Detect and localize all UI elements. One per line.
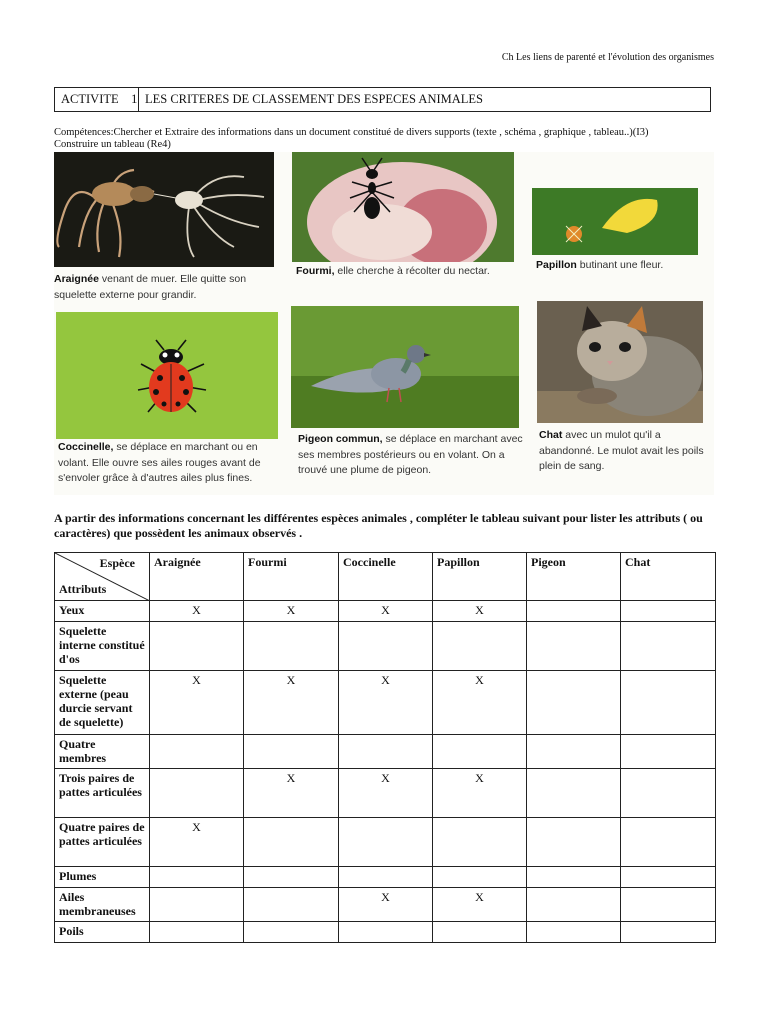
- ladybug-caption-text: se déplace en marchant ou en volant. Elle ouvre ses ailes rouges avant de s'envoler grâce à d'autres ailes plus fines.: [58, 441, 261, 484]
- table-cell[interactable]: [527, 867, 621, 888]
- table-cell[interactable]: [621, 622, 716, 671]
- spider-name: Araignée: [54, 273, 99, 285]
- table-cell[interactable]: [150, 867, 244, 888]
- activity-title: LES CRITERES DE CLASSEMENT DES ESPECES ANIMALES: [145, 92, 484, 106]
- table-row: [55, 867, 716, 888]
- table-row: [55, 769, 716, 818]
- table-cell[interactable]: X: [433, 769, 527, 818]
- row-label: Quatre membres: [55, 735, 150, 769]
- table-row: [55, 888, 716, 922]
- photo-panel: [54, 152, 714, 495]
- pigeon-name: Pigeon commun,: [298, 433, 383, 445]
- table-cell[interactable]: [621, 888, 716, 922]
- table-cell[interactable]: [621, 671, 716, 735]
- table-cell[interactable]: [244, 818, 339, 867]
- pigeon-caption: [298, 432, 528, 479]
- table-cell[interactable]: X: [433, 671, 527, 735]
- corner-attributes-label: Attributs: [59, 582, 107, 596]
- table-cell[interactable]: [244, 622, 339, 671]
- table-cell[interactable]: X: [433, 601, 527, 622]
- table-cell[interactable]: [433, 867, 527, 888]
- column-header: Chat: [621, 553, 716, 601]
- table-cell[interactable]: [621, 818, 716, 867]
- table-cell[interactable]: X: [433, 888, 527, 922]
- ladybug-name: Coccinelle,: [58, 441, 114, 453]
- column-header: Araignée: [150, 553, 244, 601]
- cat-photo: [537, 301, 703, 423]
- table-row: [55, 922, 716, 943]
- table-cell[interactable]: X: [244, 769, 339, 818]
- ladybug-caption: [58, 440, 286, 487]
- column-header: Fourmi: [244, 553, 339, 601]
- ant-name: Fourmi,: [296, 265, 335, 277]
- table-cell[interactable]: [244, 735, 339, 769]
- cat-name: Chat: [539, 429, 563, 441]
- pigeon-caption-text: se déplace en marchant avec ses membres postérieurs ou en volant. On a trouvé une plume de pigeon.: [298, 433, 523, 476]
- corner-species-label: Espèce: [99, 556, 135, 570]
- table-cell[interactable]: [244, 867, 339, 888]
- chapter-header: Ch Les liens de parenté et l'évolution des organismes: [501, 52, 714, 63]
- row-label: Quatre paires de pattes articulées: [55, 818, 150, 867]
- table-cell[interactable]: [339, 818, 433, 867]
- table-cell[interactable]: [621, 769, 716, 818]
- table-cell[interactable]: [621, 867, 716, 888]
- table-cell[interactable]: [150, 922, 244, 943]
- table-cell[interactable]: X: [339, 769, 433, 818]
- table-cell[interactable]: [339, 922, 433, 943]
- table-cell[interactable]: [527, 818, 621, 867]
- table-cell[interactable]: [150, 735, 244, 769]
- table-cell[interactable]: [527, 622, 621, 671]
- butterfly-caption: [536, 258, 706, 274]
- table-row: [55, 671, 716, 735]
- table-cell[interactable]: X: [150, 818, 244, 867]
- pigeon-photo: [291, 306, 519, 428]
- table-cell[interactable]: [527, 671, 621, 735]
- table-cell[interactable]: [150, 769, 244, 818]
- table-cell[interactable]: X: [339, 671, 433, 735]
- table-cell[interactable]: X: [339, 888, 433, 922]
- activity-title-box: [54, 87, 711, 112]
- table-cell[interactable]: X: [150, 601, 244, 622]
- row-label: Trois paires de pattes articulées: [55, 769, 150, 818]
- table-row: [55, 601, 716, 622]
- ant-caption-text: elle cherche à récolter du nectar.: [334, 265, 490, 277]
- spider-photo: [54, 152, 274, 267]
- column-header: Pigeon: [527, 553, 621, 601]
- table-cell[interactable]: [150, 888, 244, 922]
- row-label: Plumes: [55, 867, 150, 888]
- table-cell[interactable]: [527, 922, 621, 943]
- table-cell[interactable]: [527, 601, 621, 622]
- table-cell[interactable]: [527, 888, 621, 922]
- table-header-row: [55, 553, 716, 601]
- butterfly-caption-text: butinant une fleur.: [576, 259, 664, 271]
- butterfly-photo: [532, 188, 698, 255]
- row-label: Squelette externe (peau durcie servant de squelette): [55, 671, 150, 735]
- table-cell[interactable]: [433, 922, 527, 943]
- table-cell[interactable]: [339, 622, 433, 671]
- table-cell[interactable]: X: [244, 671, 339, 735]
- cat-caption: [539, 428, 711, 475]
- ladybug-photo: [56, 312, 278, 439]
- table-cell[interactable]: [433, 622, 527, 671]
- table-cell[interactable]: X: [339, 601, 433, 622]
- table-cell[interactable]: [339, 867, 433, 888]
- table-cell[interactable]: [244, 922, 339, 943]
- butterfly-name: Papillon: [536, 259, 577, 271]
- table-cell[interactable]: X: [150, 671, 244, 735]
- row-label: Ailes membraneuses: [55, 888, 150, 922]
- attributes-table: [54, 552, 716, 943]
- competences-line-2: Construire un tableau (Re4): [54, 139, 171, 150]
- cat-caption-text: avec un mulot qu'il a abandonné. Le mulot avait les poils plein de sang.: [539, 429, 704, 472]
- instructions: A partir des informations concernant les différentes espèces animales , compléter le tableau suivant pour lister les attributs ( ou caractères) que possèdent les animaux observés .: [54, 511, 703, 540]
- table-row: [55, 735, 716, 769]
- table-cell[interactable]: [621, 601, 716, 622]
- column-header: Papillon: [433, 553, 527, 601]
- table-row: [55, 622, 716, 671]
- column-header: Coccinelle: [339, 553, 433, 601]
- spider-caption-text: venant de muer. Elle quitte son squelette externe pour grandir.: [54, 273, 247, 301]
- row-label: Poils: [55, 922, 150, 943]
- ant-photo: [292, 152, 514, 262]
- table-cell[interactable]: [339, 735, 433, 769]
- table-corner-cell: [55, 553, 150, 601]
- table-cell[interactable]: [527, 769, 621, 818]
- table-cell[interactable]: X: [244, 601, 339, 622]
- table-cell[interactable]: [433, 735, 527, 769]
- spider-caption: [54, 272, 274, 303]
- table-row: [55, 818, 716, 867]
- table-cell[interactable]: [527, 735, 621, 769]
- table-cell[interactable]: [621, 922, 716, 943]
- table-cell[interactable]: [150, 622, 244, 671]
- table-cell[interactable]: [433, 818, 527, 867]
- table-cell[interactable]: [244, 888, 339, 922]
- competences-line-1: Compétences:Chercher et Extraire des informations dans un document constitué de divers supports (texte , schéma , graphique , tableau..)(I3): [54, 127, 649, 138]
- row-label: Yeux: [55, 601, 150, 622]
- ant-caption: [296, 264, 518, 280]
- activity-number: ACTIVITE 1: [55, 88, 139, 111]
- table-cell[interactable]: [621, 735, 716, 769]
- row-label: Squelette interne constitué d'os: [55, 622, 150, 671]
- competences: [54, 127, 734, 151]
